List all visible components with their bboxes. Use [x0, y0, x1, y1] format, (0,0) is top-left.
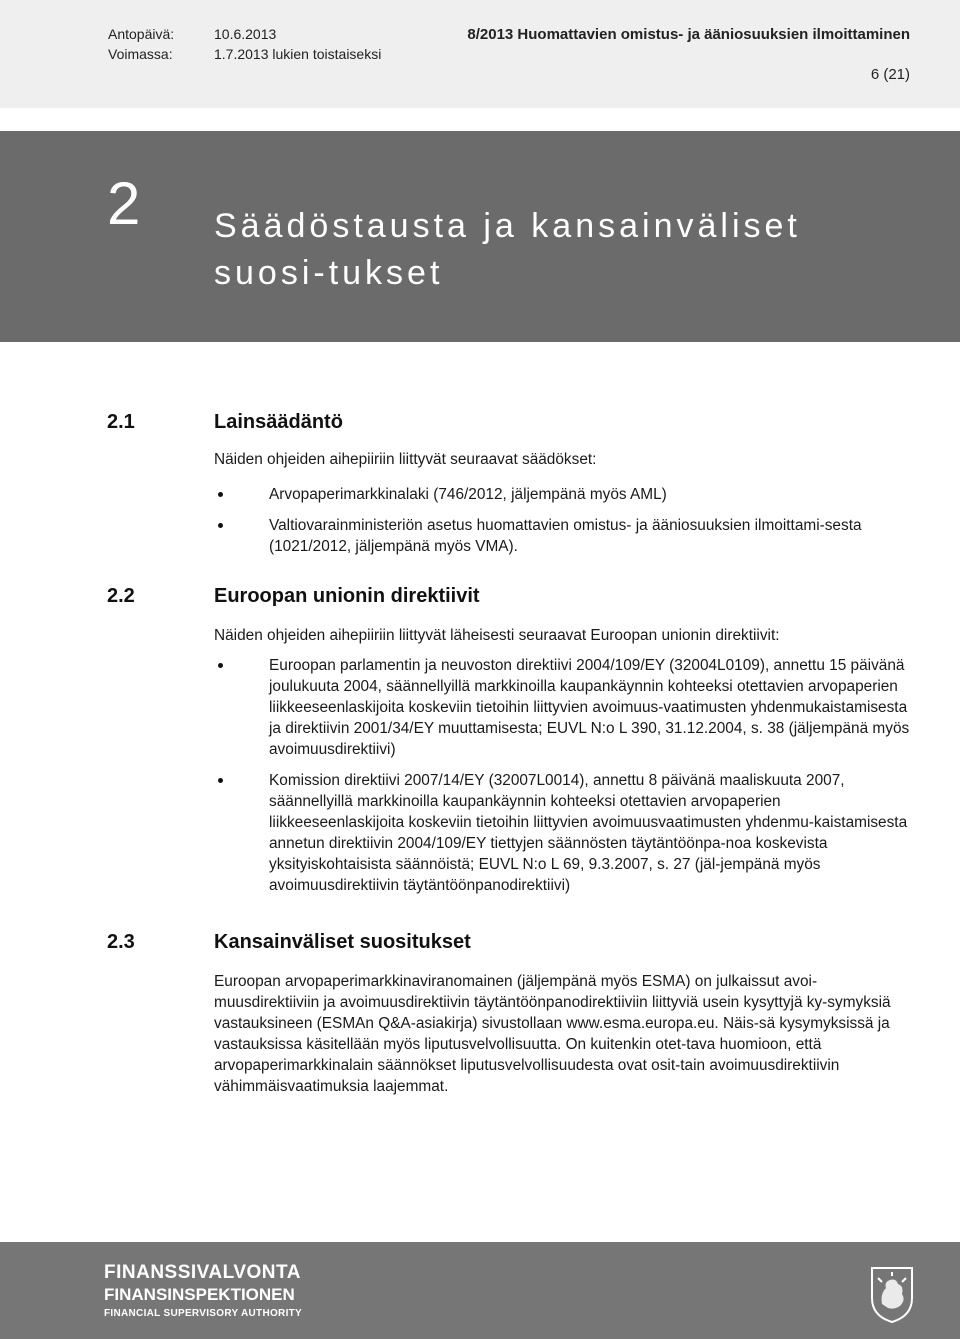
- list-item: [214, 770, 914, 896]
- lion-seal-icon: [864, 1264, 920, 1324]
- list-item-text: Komission direktiivi 2007/14/EY (32007L0014), annettu 8 päivänä maaliskuuta 2007, säännellyillä markkinoilla kaupankäynnin kohteeksi otettavien arvopaperien liikkeeseenlaskijoita koskeviin tietoihin liittyvien avoimuusvaatimusten yhdenmu-kaistamisesta annetun direktiivin 2004/109/EY tiettyjen säännösten täytäntöönpa-noa koskevista yksityiskohtaisista säännöistä; EUVL N:o L 69, 9.3.2007, s. 27 (jäl-jempänä myös avoimuusdirektiivin täytäntöönpanodirektiivi): [269, 772, 908, 894]
- section-number: 2.2: [107, 585, 135, 607]
- section-number: 2.1: [107, 411, 135, 433]
- section-title: Kansainväliset suositukset: [214, 931, 471, 953]
- list-item: [214, 484, 914, 505]
- section-body: Euroopan arvopaperimarkkinaviranomainen (jäljempänä myös ESMA) on julkaissut avoi-muusdirektiiviin ja avoimuusdirektiivin täytäntöönpanodirektiiviin liittyviä usein kysyttyjä ky-symyksiä vastauksineen (ESMAn Q&A-asiakirja) sivustollaan www.esma.europa.eu. Näis-sä kysymyksissä ja vastauksissa käsitellään myös liputusvelvollisuutta. On kuitenkin otet-tava huomioon, että arvopaperimarkkinalain säännökset liputusvelvollisuudesta ovat osit-tain avoimuusdirektiivin vähimmäisvaatimuksia laajemmat.: [214, 973, 891, 1095]
- document-title: 8/2013 Huomattavien omistus- ja ääniosuuksien ilmoittaminen: [467, 26, 910, 43]
- bullet-icon: [218, 492, 223, 497]
- list-item-text: Euroopan parlamentin ja neuvoston direktiivi 2004/109/EY (32004L0109), annettu 15 päivänä joulukuuta 2004, säännellyillä markkinoilla kaupankäynnin kohteeksi otettavien arvopaperien liikkeeseenlaskijoita koskeviin tietoihin liittyvien avoimuus-vaatimusten yhdenmukaistamisesta ja direktiivin 2001/34/EY muuttamisesta; EUVL N:o L 390, 31.12.2004, s. 38 (jäljempänä myös avoimuusdirektiivi): [269, 657, 910, 758]
- list-item-text: Valtiovarainministeriön asetus huomattavien omistus- ja ääniosuuksien ilmoittami-sesta (1021/2012, jäljempänä myös VMA).: [269, 517, 862, 555]
- bullet-icon: [218, 523, 223, 528]
- section-intro: Näiden ohjeiden aihepiiriin liittyvät läheisesti seuraavat Euroopan unionin direktiivit:: [214, 627, 780, 644]
- list-item: [214, 655, 914, 760]
- valid-value: 1.7.2013 lukien toistaiseksi: [214, 46, 382, 62]
- bullet-icon: [218, 778, 223, 783]
- chapter-number: 2: [107, 170, 141, 237]
- logo-line-fi: FINANSSIVALVONTA: [104, 1262, 301, 1283]
- logo-line-sv: FINANSINSPEKTIONEN: [104, 1285, 295, 1304]
- bullet-icon: [218, 663, 223, 668]
- page-number: 6 (21): [870, 66, 910, 83]
- section-title: Lainsäädäntö: [214, 411, 343, 433]
- valid-label: Voimassa:: [108, 46, 173, 62]
- chapter-title: Säädöstausta ja kansainväliset suosi-tukset: [214, 207, 801, 292]
- bullet-list: [214, 655, 914, 906]
- page-header: [0, 0, 960, 108]
- section-intro: Näiden ohjeiden aihepiiriin liittyvät seuraavat säädökset:: [214, 451, 597, 468]
- page-footer: [0, 1242, 960, 1339]
- issued-label: Antopäivä:: [108, 26, 175, 42]
- list-item: [214, 515, 914, 557]
- section-number: 2.3: [107, 931, 135, 953]
- logo-line-en: FINANCIAL SUPERVISORY AUTHORITY: [104, 1308, 303, 1319]
- chapter-banner: [0, 131, 960, 342]
- list-item-text: Arvopaperimarkkinalaki (746/2012, jäljempänä myös AML): [269, 486, 667, 503]
- issued-value: 10.6.2013: [214, 26, 277, 42]
- section-title: Euroopan unionin direktiivit: [214, 585, 480, 607]
- bullet-list: [214, 484, 914, 567]
